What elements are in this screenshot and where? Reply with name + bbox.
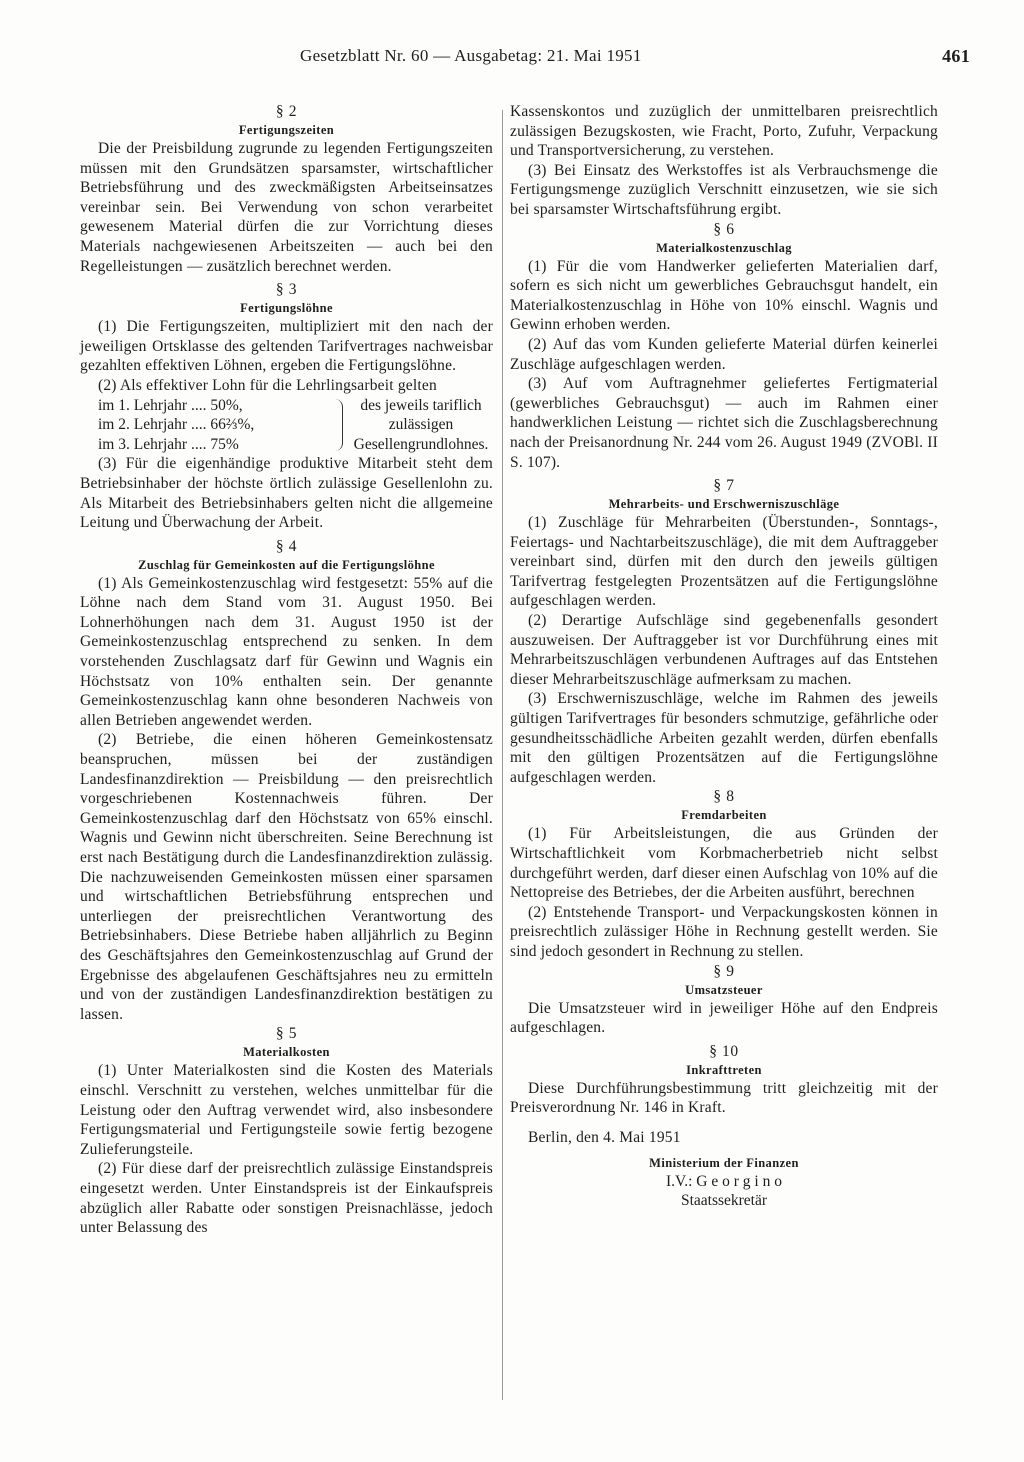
header-title: Gesetzblatt Nr. 60 — Ausgabetag: 21. Mai 1951 [300, 46, 642, 65]
section-heading: Materialkostenzuschlag [656, 240, 792, 255]
section-heading: Fremdarbeiten [681, 808, 767, 823]
paragraph: (2) Auf das vom Kunden gelieferte Material dürfen keinerlei Zuschläge aufgeschlagen werden. [510, 335, 938, 373]
section-number: § 3 [275, 281, 298, 299]
paragraph: (2) Als effektiver Lohn für die Lehrlingsarbeit gelten [98, 376, 437, 394]
rate-row: im 2. Lehrjahr .... 66⅔%, [98, 416, 255, 434]
section-number: § 7 [713, 477, 735, 495]
paragraph: (1) Die Fertigungszeiten, multipliziert mit den nach der jeweiligen Ortsklasse des geltenden Tarifvertrages nachweisbar gezahlten effektiven Löhnen, ergeben die Fertigungslöhne. [80, 318, 493, 375]
page-number: 461 [942, 46, 970, 66]
page-header [300, 46, 970, 72]
rate-row: im 1. Lehrjahr .... 50%, [98, 396, 243, 414]
paragraph: (3) Für die eigenhändige produktive Mitarbeit steht dem Betriebsinhaber der höchste örtlich zulässige Gesellenlohn zu. Als Mitarbeit des Betriebsinhabers gelten nicht die allgemeine Leitung und Überwachung der Arbeit. [80, 455, 493, 532]
brace [328, 399, 343, 452]
signatory: I.V.: G e o r g i n o [666, 1172, 782, 1190]
section-heading: Inkrafttreten [686, 1062, 762, 1077]
left-column [80, 102, 493, 1238]
section-number: § 5 [275, 1025, 298, 1043]
paragraph: (1) Als Gemeinkostenzuschlag wird festgesetzt: 55% auf die Löhne nach dem Stand vom 31. August 1950. Bei Lohnerhöhungen nach dem 31. August 1950 ist der Gemeinkostenzuschlag entsprechend zu senken. In dem vorstehenden Zuschlagsatz darf für Gewinn und Wagnis ein Höchstsatz von 10% enthalten sein. Der genannte Gemeinkostenzuschlag kann ohne besonderen Nachweis von allen Betrieben angewendet werden. [80, 574, 493, 729]
paragraph: Die der Preisbildung zugrunde zu legenden Fertigungszeiten müssen mit den Grundsätzen sparsamster, wirtschaftlicher Betriebsführung und des zweckmäßigsten Arbeitseinsatzes vereinbar sein. Bei Verwendung von schon verarbeitet gewesenem Material dürfen die zur Vorrichtung dieses Materials nachgewiesenen Arbeitszeiten — auch bei den Regelleistungen — zusätzlich berechnet werden. [80, 140, 493, 275]
rate-row: im 3. Lehrjahr .... 75% [98, 435, 239, 453]
paragraph: (1) Unter Materialkosten sind die Kosten des Materials einschl. Verschnitt zu verstehen, welches unmittelbar für die Leistung oder den Auftrag verwendet wird, also insbesondere Fertigungsmaterial und Fertigungsteile sowie fertig bezogene Zulieferungsteile. [80, 1062, 493, 1158]
paragraph: (1) Für die vom Handwerker gelieferten Materialien darf, sofern es sich nicht um gewerbliches Gebrauchsgut handelt, ein Materialkostenzuschlag in Höhe von 10% einschl. Wagnis und Gewinn erhoben werden. [510, 257, 938, 334]
paragraph: (3) Bei Einsatz des Werkstoffes ist als Verbrauchsmenge die Fertigungsmenge zuzüglich Verschnitt einzusetzen, wie sie sich bei sparsamster Wirtschaftsführung ergibt. [510, 161, 938, 218]
right-column [510, 102, 938, 1211]
paragraph: (1) Zuschläge für Mehrarbeiten (Überstunden-, Sonntags-, Feiertags- und Nachtarbeitszuschläge), die mit dem Auftraggeber vereinbart sind, dürfen mit den durch den jeweils gültigen Tarifvertrag festgelegten Prozentsätzen auf die Fertigungslöhne aufgeschlagen werden. [510, 514, 938, 610]
paragraph: Die Umsatzsteuer wird in jeweiliger Höhe auf den Endpreis aufgeschlagen. [510, 999, 938, 1037]
section-number: § 6 [713, 220, 735, 238]
section-heading: Fertigungslöhne [240, 301, 333, 316]
signatory-role: Staatssekretär [680, 1192, 768, 1210]
paragraph: (2) Entstehende Transport- und Verpackungskosten können in preisrechtlich zulässiger Höhe in Rechnung gestellt werden. Sie sind jedoch gesondert in Rechnung zu stellen. [510, 903, 938, 960]
paragraph: (2) Für diese darf der preisrechtlich zulässige Einstandspreis eingesetzt werden. Unter Einstandspreis ist der Einkaufspreis abzüglich aller Rabatte oder sonstigen Preisnachlässe, jedoch unter Belassung des [80, 1160, 493, 1237]
section-heading: Materialkosten [243, 1045, 330, 1060]
section-number: § 4 [275, 537, 298, 555]
paragraph: Diese Durchführungsbestimmung tritt gleichzeitig mit der Preisverordnung Nr. 146 in Kraft. [510, 1079, 938, 1117]
section-number: § 8 [713, 788, 735, 806]
section-number: § 2 [275, 103, 298, 120]
section-number: § 10 [709, 1042, 739, 1060]
section-number: § 9 [713, 962, 735, 980]
paragraph: (2) Derartige Aufschläge sind gegebenenfalls gesondert auszuweisen. Der Auftraggeber ist vor Durchführung eines mit Mehrarbeitszuschlägen verbundenen Auftrages auf das Entstehen dieser Mehrarbeitszuschläge aufmerksam zu machen. [510, 612, 938, 688]
paragraph: Kassenskontos und zuzüglich der unmittelbaren preisrechtlich zulässigen Bezugskosten, wie Fracht, Porto, Zufuhr, Verpackung und Transportversicherung, zu verstehen. [510, 103, 938, 160]
paragraph: (2) Betriebe, die einen höheren Gemeinkostensatz beanspruchen, müssen bei der zuständigen Landesfinanzdirektion — Preisbildung — den preisrechtlich vorgeschriebenen Kostennachweis führen. Der Gemeinkostenzuschlag darf den Höchstsatz von 65% einschl. Wagnis und Gewinn nicht überschreiten. Seine Berechnung ist erst nach Bestätigung durch die Landesfinanzdirektion zulässig. Die nachzuweisenden Gemeinkosten müssen einer sparsamen und wirtschaftlichen Betriebsführung entsprechen und unterliegen der preisrechtlichen Verantwortung des Betriebsinhabers. Diese Betriebe haben alljährlich zu Beginn des Geschäftsjahres den Gemeinkostenzuschlag auf Grund der Ergebnisse des abgelaufenen Geschäftsjahres neu zu ermitteln und von der zuständigen Landesfinanzdirektion bestätigen zu lassen. [80, 731, 493, 1023]
rates-note: des jeweils tariflich zulässigen Gesellengrundlohnes. [353, 396, 489, 453]
section-heading: Umsatzsteuer [685, 982, 763, 997]
paragraph: (1) Für Arbeitsleistungen, die aus Gründen der Wirtschaftlichkeit vom Korbmacherbetrieb nicht selbst durchgeführt werden, darf dieser einen Aufschlag von 10% auf die Nettopreise des Betriebes, der die Arbeiten ausführt, berechnen [510, 825, 938, 902]
paragraph: (3) Erschwerniszuschläge, welche im Rahmen des jeweils gültigen Tarifvertrages für besonders schmutzige, gefährliche oder gesundheitsschädliche Arbeiten gezahlt werden, dürfen ebenfalls mit den gültigen Prozentsätzen auf die Fertigungslöhne aufgeschlagen werden. [510, 690, 938, 786]
section-heading: Fertigungszeiten [238, 123, 335, 137]
paragraph: (3) Auf vom Auftragnehmer geliefertes Fertigmaterial (gewerbliches Gebrauchsgut) — auch im Rahmen einer handwerklichen Leistung — richtet sich die Zuschlagsberechnung nach der Preisanordnung Nr. 244 vom 26. August 1949 (ZVOBl. II S. 107). [510, 375, 938, 471]
section-heading: Mehrarbeits- und Erschwerniszuschläge [608, 497, 840, 512]
ministry-name: Ministerium der Finanzen [649, 1155, 799, 1170]
place-date: Berlin, den 4. Mai 1951 [528, 1128, 681, 1146]
apprentice-rates [98, 396, 493, 455]
column-divider [502, 110, 503, 1400]
section-heading: Zuschlag für Gemeinkosten auf die Fertigungslöhne [138, 557, 435, 572]
